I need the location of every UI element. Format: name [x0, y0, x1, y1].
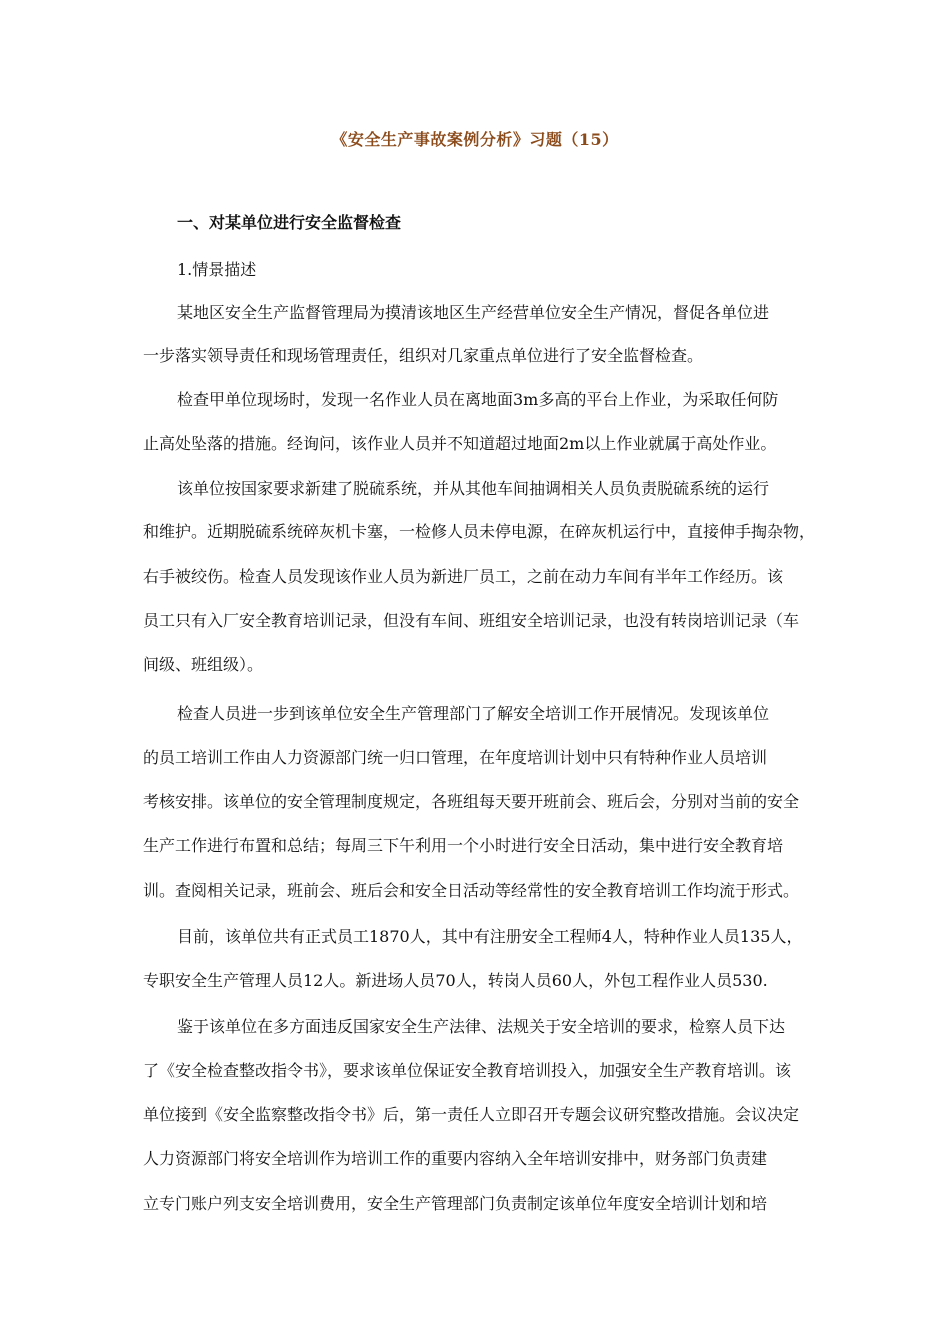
paragraph-line: 止高处坠落的措施。经询问，该作业人员并不知道超过地面2m以上作业就属于高处作业。 [143, 434, 777, 453]
paragraph-line: 鉴于该单位在多方面违反国家安全生产法律、法规关于安全培训的要求，检察人员下达 [177, 1017, 786, 1036]
paragraph-line: 一步落实领导责任和现场管理责任，组织对几家重点单位进行了安全监督检查。 [143, 346, 704, 365]
document-title: 《安全生产事故案例分析》习题（15） [331, 130, 619, 149]
subsection-heading: 1.情景描述 [177, 260, 257, 279]
paragraph-line: 的员工培训工作由人力资源部门统一归口管理，在年度培训计划中只有特种作业人员培训 [143, 748, 768, 767]
paragraph-line: 某地区安全生产监督管理局为摸清该地区生产经营单位安全生产情况，督促各单位进 [177, 303, 770, 322]
paragraph-line: 训。查阅相关记录，班前会、班后会和安全日活动等经常性的安全教育培训工作均流于形式。 [143, 881, 800, 900]
paragraph-line: 和维护。近期脱硫系统碎灰机卡塞，一检修人员未停电源，在碎灰机运行中，直接伸手掏杂物， [143, 522, 816, 541]
paragraph-line: 检查人员进一步到该单位安全生产管理部门了解安全培训工作开展情况。发现该单位 [177, 704, 770, 723]
paragraph-line: 间级、班组级）。 [143, 655, 264, 674]
paragraph-line: 了《安全检查整改指令书》，要求该单位保证安全教育培训投入，加强安全生产教育培训。该 [143, 1061, 792, 1080]
paragraph-line: 单位接到《安全监察整改指令书》后，第一责任人立即召开专题会议研究整改措施。会议决定 [143, 1105, 800, 1124]
paragraph-line: 生产工作进行布置和总结；每周三下午利用一个小时进行安全日活动，集中进行安全教育培 [143, 836, 784, 855]
paragraph-line: 考核安排。该单位的安全管理制度规定，各班组每天要开班前会、班后会，分别对当前的安全 [143, 792, 800, 811]
paragraph-line: 员工只有入厂安全教育培训记录，但没有车间、班组安全培训记录，也没有转岗培训记录（车 [143, 611, 800, 630]
paragraph-line: 目前，该单位共有正式员工1870人，其中有注册安全工程师4人，特种作业人员135人， [177, 927, 803, 946]
paragraph-line: 人力资源部门将安全培训作为培训工作的重要内容纳入全年培训安排中，财务部门负责建 [143, 1149, 768, 1168]
paragraph-line: 立专门账户列支安全培训费用，安全生产管理部门负责制定该单位年度安全培训计划和培 [143, 1194, 768, 1213]
paragraph-line: 右手被绞伤。检查人员发现该作业人员为新进厂员工，之前在动力车间有半年工作经历。该 [143, 567, 784, 586]
paragraph-line: 该单位按国家要求新建了脱硫系统，并从其他车间抽调相关人员负责脱硫系统的运行 [177, 479, 770, 498]
paragraph-line: 检查甲单位现场时，发现一名作业人员在离地面3m多高的平台上作业，为采取任何防 [177, 390, 779, 409]
section-heading: 一、对某单位进行安全监督检查 [177, 213, 402, 232]
paragraph-line: 专职安全生产管理人员12人。新进场人员70人，转岗人员60人，外包工程作业人员530. [143, 971, 768, 990]
